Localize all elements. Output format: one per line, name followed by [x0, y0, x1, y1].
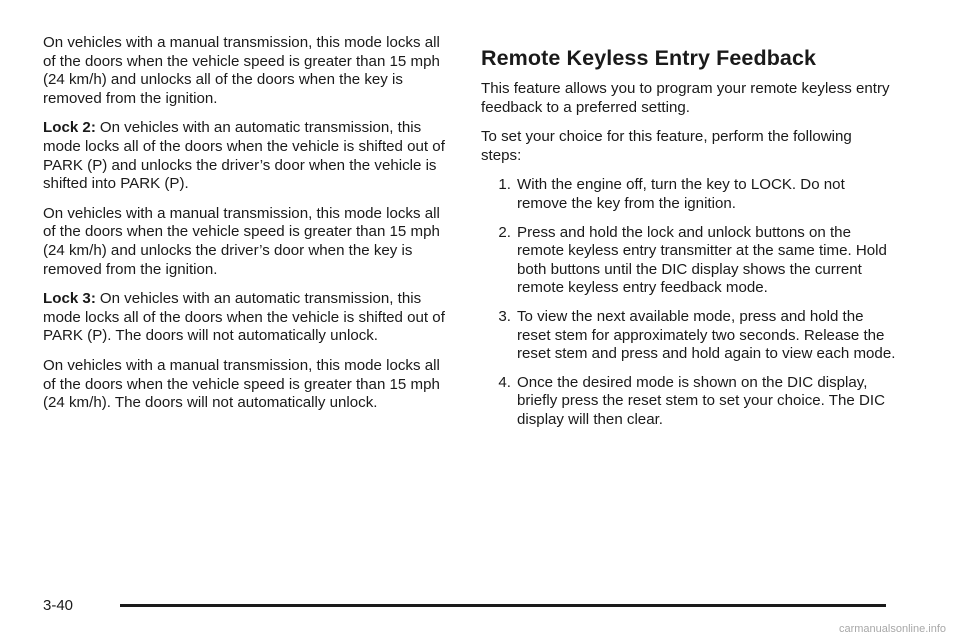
step-item — [481, 224, 896, 298]
step-number: 2. — [498, 223, 511, 241]
right-column — [481, 46, 896, 440]
step-number: 4. — [498, 373, 511, 391]
page-number: 3-40 — [43, 597, 74, 614]
step-item — [481, 176, 896, 213]
step-text: To view the next available mode, press and hold the reset stem for approximately two seconds. Release the reset stem and press and hold again to view each mode. — [517, 307, 896, 363]
manual-lock2-paragraph: On vehicles with a manual transmission, this mode locks all of the doors when the vehicle speed is greater than 15 mph (24 km/h) and unlocks the driver’s door when the key is removed from the ignition. — [43, 204, 440, 278]
lock3-paragraph — [43, 290, 448, 346]
steps-list — [481, 176, 896, 429]
footer-divider — [120, 604, 886, 607]
lock3-term: Lock 3: — [43, 290, 96, 308]
step-text: Once the desired mode is shown on the DIC display, briefly press the reset stem to set your choice. The DIC display will then clear. — [517, 373, 885, 428]
section-heading: Remote Keyless Entry Feedback — [481, 46, 817, 70]
manual-lock1-paragraph: On vehicles with a manual transmission, this mode locks all of the doors when the vehicle speed is greater than 15 mph (24 km/h) and unlocks all of the doors when the key is removed from the ignition. — [43, 34, 440, 107]
step-item — [481, 308, 896, 364]
step-number: 1. — [498, 176, 511, 194]
step-item — [481, 374, 896, 430]
left-column — [43, 34, 448, 424]
watermark-text: carmanualsonline.info — [838, 623, 946, 635]
step-number: 3. — [498, 307, 511, 325]
intro-paragraph: This feature allows you to program your remote keyless entry feedback to a preferred setting. — [481, 80, 890, 116]
instructions-paragraph: To set your choice for this feature, perform the following steps: — [481, 128, 852, 164]
step-text: With the engine off, turn the key to LOCK. Do not remove the key from the ignition. — [517, 176, 845, 212]
lock2-term: Lock 2: — [43, 119, 96, 137]
lock2-text: On vehicles with an automatic transmission, this mode locks all of the doors when the vehicle is shifted out of PARK (P) and unlocks the driver’s door when the vehicle is shifted into PARK (P). — [43, 119, 445, 193]
lock3-text: On vehicles with an automatic transmission, this mode locks all of the doors when the vehicle is shifted out of PARK (P). The doors will not automatically unlock. — [43, 290, 445, 345]
step-text: Press and hold the lock and unlock buttons on the remote keyless entry transmitter at the same time. Hold both buttons until the DIC display shows the current remote keyless entry feedback mode. — [517, 223, 887, 297]
manual-lock3-paragraph: On vehicles with a manual transmission, this mode locks all of the doors when the vehicle speed is greater than 15 mph (24 km/h). The doors will not automatically unlock. — [43, 356, 440, 412]
lock2-paragraph — [43, 119, 448, 193]
